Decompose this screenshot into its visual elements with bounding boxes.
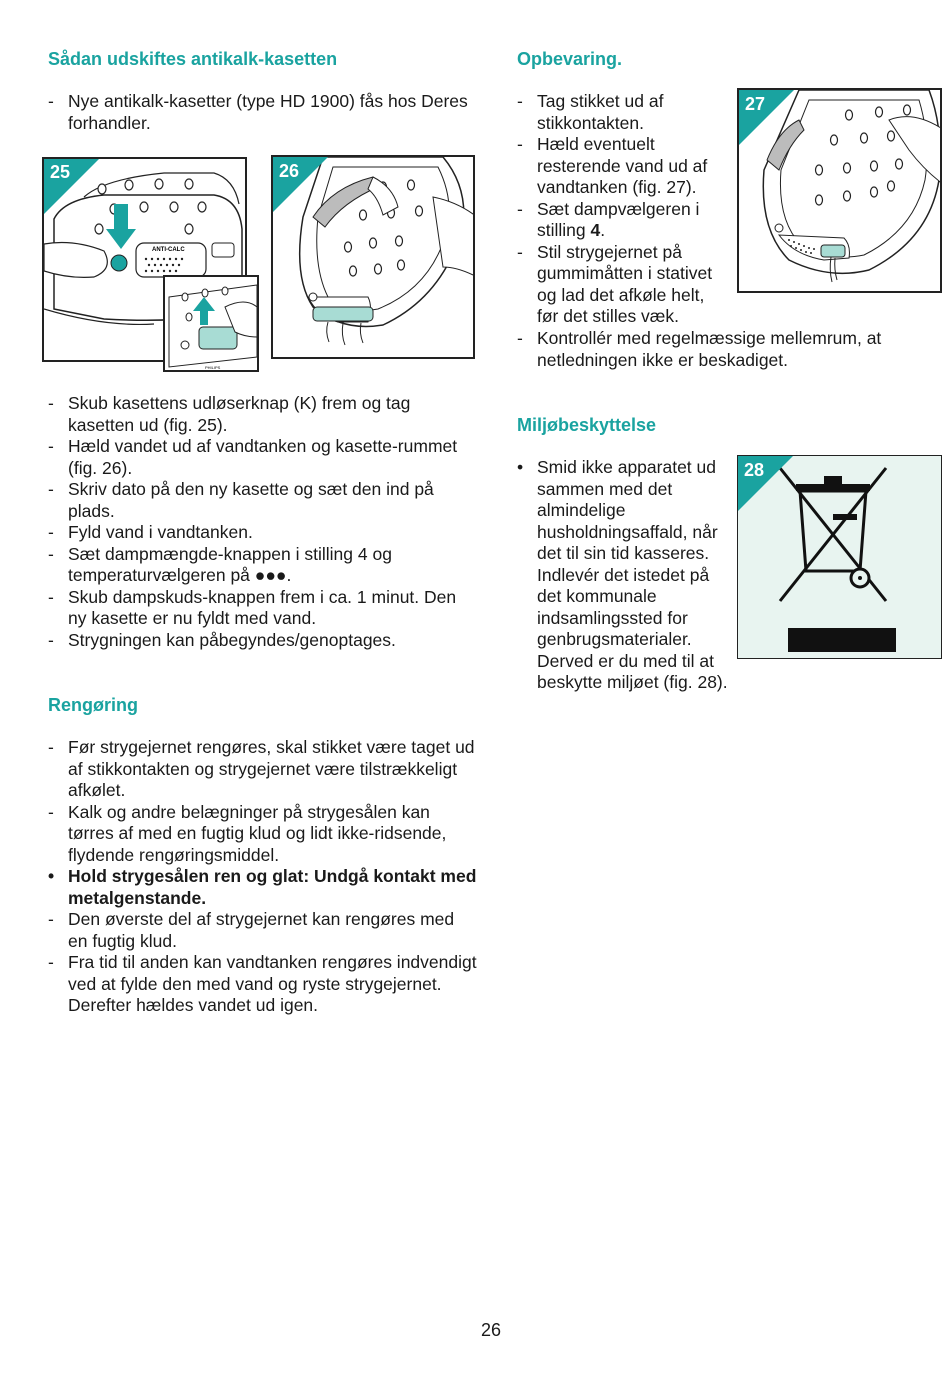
- figure-number: 28: [744, 460, 765, 480]
- list-item: - Nye antikalk-kasetter (type HD 1900) fås hos Deres forhandler.: [48, 91, 468, 133]
- intro-list: [48, 91, 468, 134]
- figure-number: 25: [50, 162, 71, 182]
- list-item: - Hæld eventuelt resterende vand ud af vandtanken (fig. 27).: [517, 134, 708, 197]
- figure-number: 26: [279, 161, 300, 181]
- section-title-antikalk: Sådan udskiftes antikalk-kasetten: [48, 49, 338, 69]
- figure-27: [737, 88, 942, 293]
- figure-25-inset: [163, 275, 259, 372]
- list-item: • Smid ikke apparatet ud sammen med det almindelige husholdningsaffald, når det til sin tid kasseres. Indlevér det istedet på det kommunale indsamlingssted for genbrugsmaterialer. Derved er du med til at beskytte miljøet (fig. 28).: [517, 457, 767, 694]
- cassette-label: ANTI-CALC: [152, 247, 185, 253]
- section-title-opbevaring: Opbevaring.: [517, 49, 623, 69]
- rengoring-list: [48, 737, 478, 1017]
- list-item: - Stil strygejernet på gummimåtten i stativet og lad det afkøle helt, før det stilles væk.: [517, 241, 713, 326]
- list-item: - Den øverste del af strygejernet kan rengøres med en fugtig klud.: [48, 909, 455, 951]
- figure-28: [737, 455, 942, 659]
- list-item: - Før strygejernet rengøres, skal stikket være taget ud af stikkontakten og strygejernet være tilstrækkeligt afkølet.: [48, 737, 475, 800]
- list-item: - Hæld vandet ud af vandtanken og kasette-rummet (fig. 26).: [48, 436, 458, 478]
- list-item: - Fyld vand i vandtanken.: [48, 522, 253, 542]
- list-item-warning: • Hold strygesålen ren og glat: Undgå kontakt med metalgenstande.: [48, 866, 477, 908]
- figure-number: 27: [745, 94, 766, 114]
- miljo-text: Smid ikke apparatet ud sammen med det almindelige husholdningsaffald, når det til sin tid kasseres. Indlevér det istedet på det kommunale indsamlingssted for genbrugsmaterialer. Derved er du med til at beskytte miljøet (fig. 28).: [537, 457, 728, 692]
- miljo-list: [517, 457, 767, 694]
- list-item: - Sæt dampvælgeren i stilling 4.: [517, 198, 700, 240]
- section-title-miljobeskyttelse: Miljøbeskyttelse: [517, 415, 657, 435]
- list-item: - Fra tid til anden kan vandtanken rengøres indvendigt ved at fylde den med vand og ryste strygejernet. Derefter hældes vandet ud igen.: [48, 952, 477, 1015]
- section-title-rengoring: Rengøring: [48, 695, 138, 715]
- list-item: - Skub kasettens udløserknap (K) frem og tag kasetten ud (fig. 25).: [48, 393, 411, 435]
- list-item: - Kalk og andre belægninger på strygesålen kan tørres af med en fugtig klud og lidt ikke-ridsende, flydende rengøringsmiddel.: [48, 801, 447, 865]
- page-number: 26: [481, 1320, 502, 1340]
- brand-label: PHILIPS: [205, 365, 221, 370]
- list-item: - Sæt dampmængde-knappen i stilling 4 og temperaturvælgeren på ●●●.: [48, 543, 392, 585]
- figure-26: [271, 155, 475, 359]
- list-item: - Skub dampskuds-knappen frem i ca. 1 minut. Den ny kasette er nu fyldt med vand.: [48, 586, 457, 628]
- list-item: - Tag stikket ud af stikkontakten.: [517, 91, 664, 133]
- list-item: - Skriv dato på den ny kasette og sæt den ind på plads.: [48, 479, 434, 521]
- list-item: - Kontrollér med regelmæssige mellemrum, at netledningen ikke er beskadiget.: [517, 328, 882, 370]
- opbevaring-list-continued: [517, 328, 927, 371]
- list-item: - Strygningen kan påbegyndes/genoptages.: [48, 629, 396, 650]
- opbevaring-list: [517, 91, 727, 328]
- antikalk-steps-list: [48, 393, 478, 651]
